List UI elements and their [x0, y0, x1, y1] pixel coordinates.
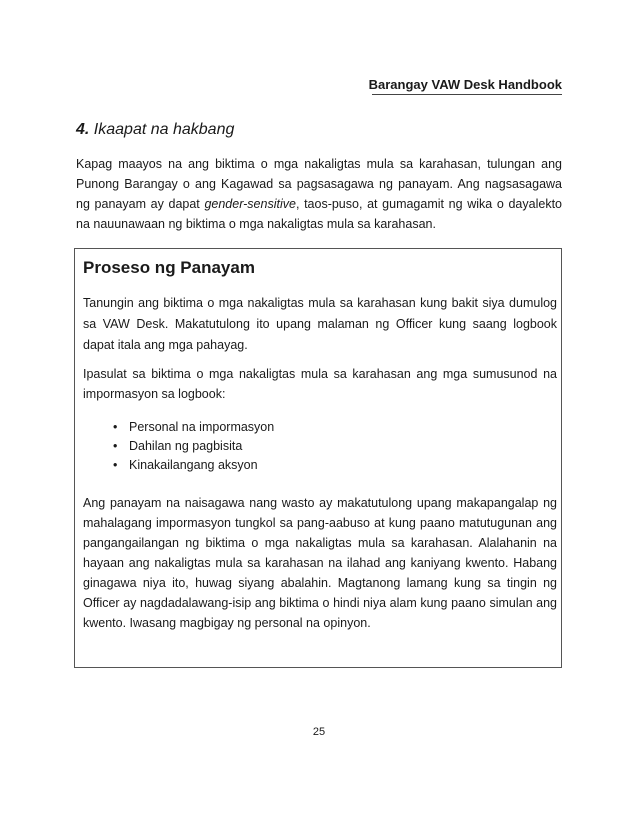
- box-paragraph-1: Tanungin ang biktima o mga nakaligtas mula sa karahasan kung bakit siya dumulog sa VAW Desk. Makatutulong ito upang malaman ng Officer kung saang logbook dapat itala ang mga pahayag.: [83, 296, 557, 352]
- section-title: Ikaapat na hakbang: [93, 121, 235, 138]
- running-header: Barangay VAW Desk Handbook: [368, 77, 562, 92]
- spacer: [83, 356, 557, 364]
- box-paragraph-3: Ang panayam na naisagawa nang wasto ay makatutulong upang makapangalap ng mahalagang impormasyon tungkol sa pang-aabuso at kung paano matutugunan ang pangangailangan ng biktima o mga nakaligtas mula sa karahasan. Alalahanin na hayaan ang nakaligtas mula sa karahasan na ilahad ang kaniyang kwento. Habang ginagawa niya ito, huwag siyang abalahin. Magtanong lamang kung sa tingin ng Officer ay nagdadalawang-isip ang biktima o hindi niya alam kung paano simulan ang kwento. Iwasang magbigay ng personal na opinyon.: [83, 496, 557, 630]
- list-item: [83, 456, 557, 475]
- bullet-icon: •: [113, 458, 118, 472]
- list-item-label: Personal na impormasyon: [129, 420, 275, 434]
- box-body: [83, 293, 557, 633]
- list-item-label: Kinakailangang aksyon: [129, 458, 258, 472]
- list-item-label: Dahilan ng pagbisita: [129, 439, 243, 453]
- section-heading: [76, 120, 234, 140]
- page-number: 25: [312, 726, 326, 738]
- bullet-icon: •: [113, 439, 118, 453]
- header-underline: [372, 94, 562, 95]
- info-bullet-list: [83, 418, 557, 475]
- section-number: 4.: [76, 121, 90, 138]
- box-paragraph-2: Ipasulat sa biktima o mga nakaligtas mula sa karahasan ang mga sumusunod na impormasyon sa logbook:: [83, 367, 557, 401]
- intro-paragraph: [76, 154, 562, 234]
- spacer: [83, 404, 557, 418]
- intro-text-start: Kapag maayos na ang biktima o mga nakaligtas mula sa karahasan, tulungan ang Punong Barangay o ang Kagawad sa pagsasagawa ng panayam. Ang nagsasagawa ng panayam ay dapat: [76, 157, 562, 211]
- bullet-icon: •: [113, 420, 118, 434]
- list-item: [83, 418, 557, 437]
- intro-text-end: , taos-puso, at gumagamit ng wika o dayalekto na nauunawaan ng biktima o mga nakaligtas mula sa karahasan.: [76, 197, 562, 231]
- intro-emphasis: gender-sensitive: [204, 197, 296, 211]
- box-title: Proseso ng Panayam: [83, 258, 255, 277]
- list-item: [83, 437, 557, 456]
- spacer: [83, 475, 557, 493]
